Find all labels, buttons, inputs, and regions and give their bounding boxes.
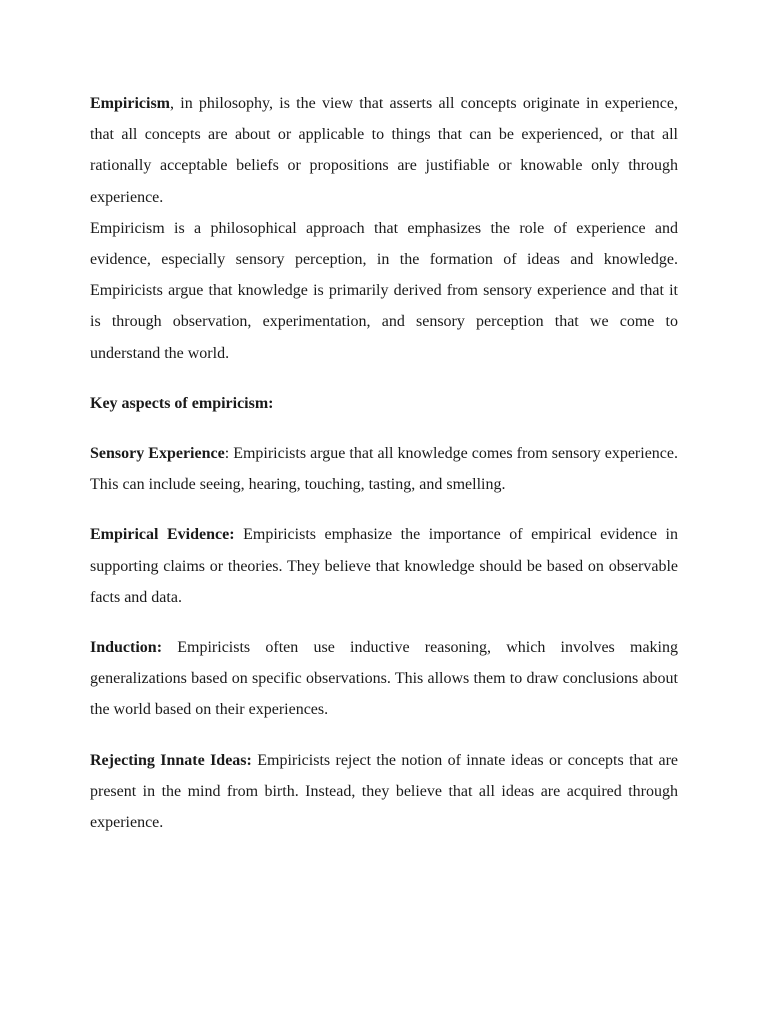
aspect-body: Empiricists often use inductive reasoning, which involves making generalizations based on specific observations. This allows them to draw conclusions about the world based on their experiences. — [90, 639, 678, 719]
aspect-title: Empirical Evidence: — [90, 526, 235, 544]
aspect-body: Empiricists emphasize the importance of empirical evidence in supporting claims or theories. They believe that knowledge should be based on observable facts and data. — [90, 526, 678, 606]
intro-paragraph — [90, 88, 678, 213]
aspect-title: Sensory Experience — [90, 445, 225, 463]
aspect-body: Empiricists reject the notion of innate ideas or concepts that are present in the mind from birth. Instead, they believe that all ideas are acquired through experience. — [90, 751, 679, 832]
aspect-induction — [90, 632, 678, 726]
aspect-empirical-evidence — [90, 519, 678, 613]
aspect-title: Induction: — [90, 639, 163, 657]
aspect-rejecting-innate-ideas — [90, 745, 678, 839]
intro-definition: , in philosophy, is the view that asserts all concepts originate in experience, that all concepts are about or applicable to things that can be experienced, or that all rationally acceptable beliefs or propositions are justifiable or knowable only through experience. — [90, 95, 678, 206]
document-page — [90, 88, 678, 838]
intro-term: Empiricism — [90, 95, 170, 112]
aspect-sensory-experience — [90, 438, 678, 500]
key-aspects-heading-text: Key aspects of empiricism: — [90, 394, 274, 412]
aspect-title: Rejecting Innate Ideas: — [90, 751, 252, 769]
overview-paragraph: Empiricism is a philosophical approach that emphasizes the role of experience and evidence, especially sensory perception, in the formation of ideas and knowledge. Empiricists argue that knowledge is primarily derived from sensory experience and that it is through observation, experimentation, and sensory perception that we come to understand the world. — [90, 219, 678, 362]
aspect-body: : Empiricists argue that all knowledge comes from sensory experience. This can include seeing, hearing, touching, tasting, and smelling. — [90, 445, 678, 494]
key-aspects-heading — [90, 388, 678, 419]
